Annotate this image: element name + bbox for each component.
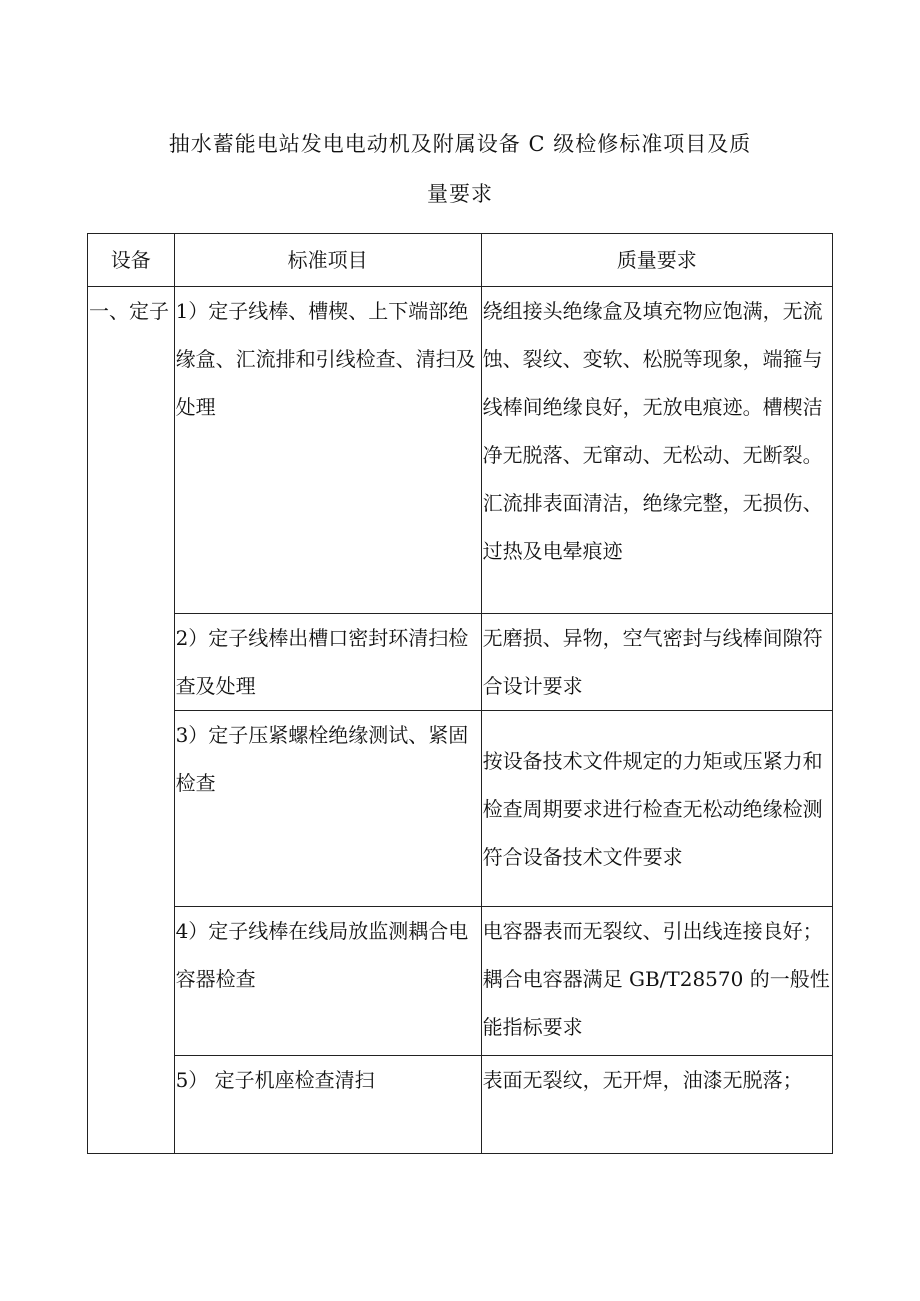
standard-item-cell: 4）定子线棒在线局放监测耦合电容器检查	[174, 907, 481, 1056]
standard-item-cell: 1）定子线棒、槽楔、上下端部绝缘盒、汇流排和引线检查、清扫及处理	[174, 287, 481, 614]
equipment-cell-stator: 一、定子	[88, 287, 175, 1154]
header-standard-item: 标准项目	[174, 234, 481, 287]
quality-requirement-cell: 按设备技术文件规定的力矩或压紧力和检查周期要求进行检查无松动绝缘检测符合设备技术文件要求	[481, 711, 832, 907]
quality-requirement-cell: 无磨损、异物，空气密封与线棒间隙符合设计要求	[481, 614, 832, 711]
table-row	[88, 711, 833, 907]
quality-requirement-cell: 表面无裂纹，无开焊，油漆无脱落；	[481, 1056, 832, 1154]
standard-item-cell: 5） 定子机座检查清扫	[174, 1056, 481, 1154]
table-row	[88, 614, 833, 711]
document-title-line-1: 抽水蓄能电站发电电动机及附属设备 C 级检修标准项目及质	[168, 132, 752, 156]
header-quality-requirement: 质量要求	[481, 234, 832, 287]
table-row	[88, 1056, 833, 1154]
standard-item-cell: 3）定子压紧螺栓绝缘测试、紧固检查	[174, 711, 481, 907]
standard-item-cell: 2）定子线棒出槽口密封环清扫检查及处理	[174, 614, 481, 711]
table-header-row	[88, 234, 833, 287]
document-title-line-2: 量要求	[427, 182, 493, 206]
header-equipment: 设备	[88, 234, 175, 287]
maintenance-standards-table	[87, 233, 833, 1154]
quality-requirement-cell: 电容器表而无裂纹、引出线连接良好；耦合电容器满足 GB/T28570 的一般性能指标要求	[481, 907, 832, 1056]
table-row	[88, 287, 833, 614]
table-row	[88, 907, 833, 1056]
quality-requirement-cell: 绕组接头绝缘盒及填充物应饱满，无流蚀、裂纹、变软、松脱等现象，端箍与线棒间绝缘良好，无放电痕迹。槽楔洁净无脱落、无窜动、无松动、无断裂。汇流排表面清洁，绝缘完整，无损伤、过热及电晕痕迹	[481, 287, 832, 614]
